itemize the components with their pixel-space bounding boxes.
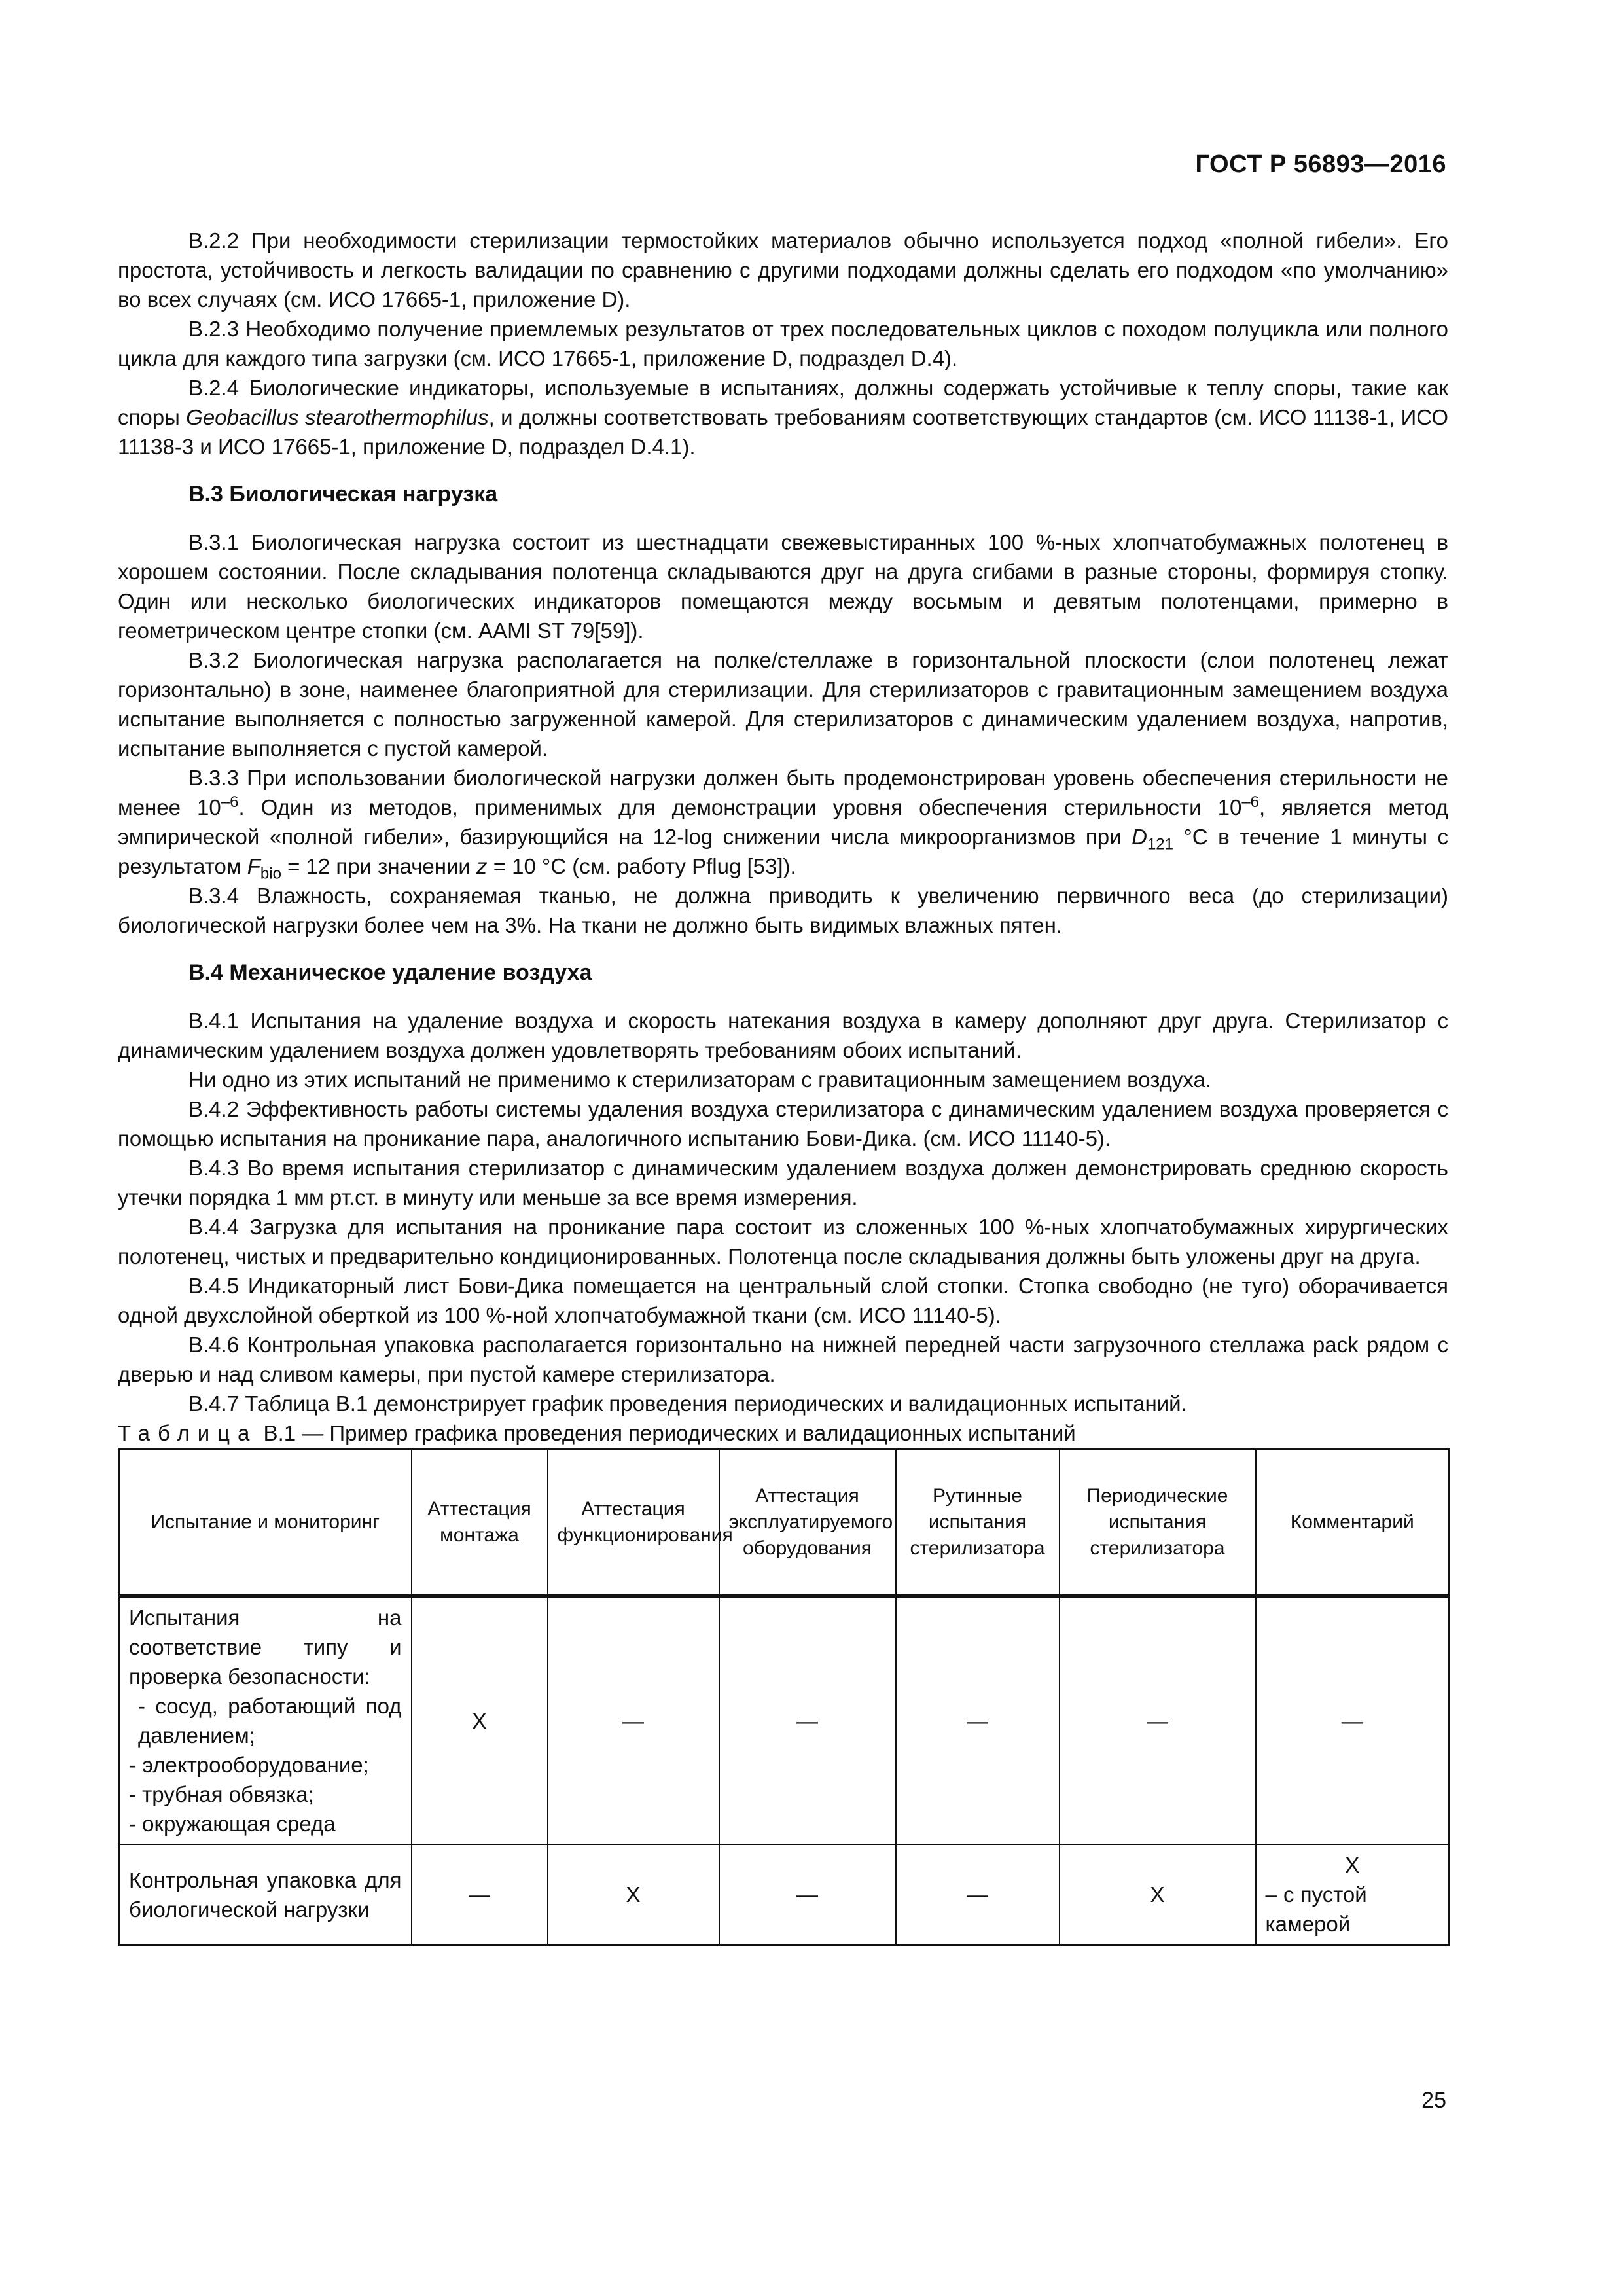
column-header: Комментарий	[1256, 1449, 1450, 1596]
page-number: 25	[1421, 2088, 1446, 2113]
paragraph: В.2.3 Необходимо получение приемлемых результатов от трех последовательных циклов с походом полуцикла или полного цикла для каждого типа загрузки (см. ИСО 17665-1, приложение D, подраздел D.4).	[118, 317, 1448, 370]
column-header: Периодические испытания стерилизатора	[1060, 1449, 1256, 1596]
table-cell: X	[548, 1844, 719, 1945]
table-cell: X	[412, 1596, 548, 1845]
table-cell: —	[1060, 1596, 1256, 1845]
table-cell: —	[719, 1596, 896, 1845]
section-title: В.3 Биологическая нагрузка	[188, 482, 498, 507]
paragraph: В.4.4 Загрузка для испытания на проникание пара состоит из сложенных 100 %-ных хлопчатобумажных хирургических полотенец, чистых и предварительно кондиционированных. Полотенца после складывания должны быть уложены друг на друга.	[118, 1215, 1448, 1268]
table-cell: —	[548, 1596, 719, 1845]
table-header-row	[119, 1449, 1450, 1596]
section-title: В.4 Механическое удаление воздуха	[188, 960, 592, 985]
row-label: Контрольная упаковка для биологической нагрузки	[119, 1844, 412, 1945]
column-header: Аттестация эксплуатируемого оборудования	[719, 1449, 896, 1596]
paragraph: В.4.1 Испытания на удаление воздуха и скорость натекания воздуха в камеру дополняют друг друга. Стерилизатор с динамическим удалением воздуха должен удовлетворять требованиям обоих испытаний.	[118, 1009, 1448, 1062]
schedule-table	[118, 1448, 1450, 1946]
table-cell: —	[896, 1844, 1060, 1945]
table-cell: —	[719, 1844, 896, 1945]
table-row	[119, 1844, 1450, 1945]
document-id: ГОСТ Р 56893—2016	[1195, 151, 1446, 178]
paragraph: В.3.2 Биологическая нагрузка располагается на полке/стеллаже в горизонтальной плоскости (слои полотенец лежат горизонтально) в зоне, наименее благоприятной для стерилизации. Для стерилизаторов с гравитационным замещением воздуха испытание выполняется с полностью загруженной камерой. Для стерилизаторов с динамическим удалением воздуха, напротив, испытание выполняется с пустой камерой.	[118, 648, 1448, 761]
italic-species: Geobacillus stearothermophilus	[186, 405, 489, 429]
row-label: Испытания на соответствие типу и проверка безопасности: - сосуд, работающий под давлением; - электрооборудование; - трубная обвязка; - окружающая среда	[119, 1596, 412, 1845]
table-cell: —	[412, 1844, 548, 1945]
paragraph: В.4.3 Во время испытания стерилизатор с динамическим удалением воздуха должен демонстрировать среднюю скорость утечки порядка 1 мм рт.ст. в минуту или меньше за все время измерения.	[118, 1156, 1448, 1210]
paragraph: В.4.6 Контрольная упаковка располагается горизонтально на нижней передней части загрузочного стеллажа pack рядом с дверью и над сливом камеры, при пустой камере стерилизатора.	[118, 1333, 1448, 1386]
column-header: Рутинные испытания стерилизатора	[896, 1449, 1060, 1596]
table-cell: —	[1256, 1596, 1450, 1845]
paragraph: В.4.5 Индикаторный лист Бови-Дика помещается на центральный слой стопки. Стопка свободно (не туго) оборачивается одной двухслойной оберткой из 100 %-ной хлопчатобумажной ткани (см. ИСО 11140-5).	[118, 1274, 1448, 1327]
paragraph: Ни одно из этих испытаний не применимо к стерилизаторам с гравитационным замещением воздуха.	[188, 1067, 1212, 1092]
document-body	[118, 226, 1448, 1946]
column-header: Аттестация функционирования	[548, 1449, 719, 1596]
paragraph: В.2.4 Биологические индикаторы, используемые в испытаниях, должны содержать устойчивые к теплу споры, такие как споры Geobacillus stearothermophilus, и должны соответствовать требованиям соответствующих стандартов (см. ИСО 11138-1, ИСО 11138-3 и ИСО 17665-1, приложение D, подраздел D.4.1).	[118, 376, 1448, 459]
table-cell: X	[1060, 1844, 1256, 1945]
paragraph: В.4.2 Эффективность работы системы удаления воздуха стерилизатора с динамическим удалением воздуха проверяется с помощью испытания на проникание пара, аналогичного испытанию Бови-Дика. (см. ИСО 11140-5).	[118, 1097, 1448, 1151]
table-caption: Таблица В.1 — Пример графика проведения периодических и валидационных испытаний	[118, 1421, 1076, 1445]
table-row	[119, 1596, 1450, 1845]
paragraph: В.2.2 При необходимости стерилизации термостойких материалов обычно используется подход «полной гибели». Его простота, устойчивость и легкость валидации по сравнению с другими подходами должны сделать его подходом «по умолчанию» во всех случаях (см. ИСО 17665-1, приложение D).	[118, 228, 1448, 312]
paragraph: В.3.4 Влажность, сохраняемая тканью, не должна приводить к увеличению первичного веса (до стерилизации) биологической нагрузки более чем на 3%. На ткани не должно быть видимых влажных пятен.	[118, 884, 1448, 937]
table-cell-comment: X – с пустой камерой	[1256, 1844, 1450, 1945]
column-header: Аттестация монтажа	[412, 1449, 548, 1596]
paragraph: В.3.1 Биологическая нагрузка состоит из шестнадцати свежевыстиранных 100 %-ных хлопчатобумажных полотенец в хорошем состоянии. После складывания полотенца складываются друг на друга сгибами в разные стороны, формируя стопку. Один или несколько биологических индикаторов помещаются между восьмым и девятым полотенцами, примерно в геометрическом центре стопки (см. AAMI ST 79[59]).	[118, 530, 1448, 643]
paragraph: В.3.3 При использовании биологической нагрузки должен быть продемонстрирован уровень обеспечения стерильности не менее $10^{-6}$. Один из методов, применимых для демонстрации уровня обеспечения стерильности $10^{-6}$, является метод эмпирической «полной гибели», базирующийся на 12-log снижении числа микроорганизмов при $D_{121}$ °С в течение 1 минуты с результатом $F_{bio} = 12$ при значении z = 10 °С (см. работу Pflug [53]).	[118, 766, 1448, 883]
paragraph: В.4.7 Таблица В.1 демонстрирует график проведения периодических и валидационных испытаний.	[188, 1391, 1187, 1416]
column-header: Испытание и мониторинг	[119, 1449, 412, 1596]
table-cell: —	[896, 1596, 1060, 1845]
